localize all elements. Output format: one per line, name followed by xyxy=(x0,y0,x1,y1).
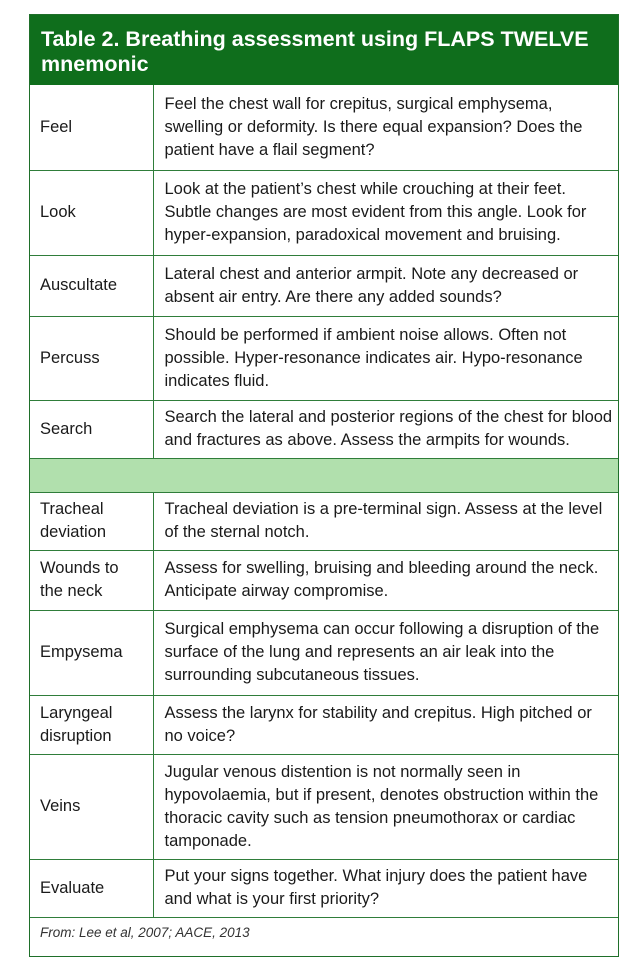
table-row xyxy=(30,695,618,754)
table-row xyxy=(30,610,618,695)
row-description: Assess for swelling, bruising and bleeding around the neck. Anticipate airway compromise. xyxy=(153,550,618,610)
row-description: Surgical emphysema can occur following a disruption of the surface of the lung and represents an air leak into the surrounding subcutaneous tissues. xyxy=(153,610,618,695)
table-row xyxy=(30,550,618,610)
row-term: Auscultate xyxy=(30,255,153,316)
row-term: Laryngeal disruption xyxy=(30,695,153,754)
row-term: Wounds to the neck xyxy=(30,550,153,610)
table-row xyxy=(30,859,618,917)
divider-band xyxy=(30,458,618,492)
row-term: Percuss xyxy=(30,316,153,400)
row-term: Search xyxy=(30,400,153,458)
row-description: Tracheal deviation is a pre-terminal sign. Assess at the level of the sternal notch. xyxy=(153,492,618,550)
source-citation: From: Lee et al, 2007; AACE, 2013 xyxy=(40,924,250,940)
section-divider xyxy=(30,458,618,492)
row-description: Jugular venous distention is not normally seen in hypovolaemia, but if present, denotes obstruction within the thoracic cavity such as tension pneumothorax or cardiac tamponade. xyxy=(153,754,618,859)
table-title: Table 2. Breathing assessment using FLAPS TWELVE mnemonic xyxy=(30,15,618,85)
row-description: Look at the patient’s chest while crouching at their feet. Subtle changes are most evident from this angle. Look for hyper-expansion, paradoxical movement and bruising. xyxy=(153,170,618,255)
table-row xyxy=(30,492,618,550)
row-term: Look xyxy=(30,170,153,255)
row-description: Put your signs together. What injury does the patient have and what is your first priority? xyxy=(153,859,618,917)
row-term: Feel xyxy=(30,85,153,170)
table-row xyxy=(30,316,618,400)
row-description: Should be performed if ambient noise allows. Often not possible. Hyper-resonance indicates air. Hypo-resonance indicates fluid. xyxy=(153,316,618,400)
table-row xyxy=(30,170,618,255)
row-term: Tracheal deviation xyxy=(30,492,153,550)
table-row xyxy=(30,754,618,859)
row-description: Assess the larynx for stability and crepitus. High pitched or no voice? xyxy=(153,695,618,754)
table-row xyxy=(30,255,618,316)
row-term: Evaluate xyxy=(30,859,153,917)
table-row xyxy=(30,85,618,170)
flaps-twelve-table xyxy=(30,85,618,918)
row-description: Search the lateral and posterior regions of the chest for blood and fractures as above. Assess the armpits for wounds. xyxy=(153,400,618,458)
table-container xyxy=(29,14,619,957)
row-term: Veins xyxy=(30,754,153,859)
row-description: Feel the chest wall for crepitus, surgical emphysema, swelling or deformity. Is there equal expansion? Does the patient have a flail segment? xyxy=(153,85,618,170)
row-term: Empysema xyxy=(30,610,153,695)
table-row xyxy=(30,400,618,458)
row-description: Lateral chest and anterior armpit. Note any decreased or absent air entry. Are there any added sounds? xyxy=(153,255,618,316)
